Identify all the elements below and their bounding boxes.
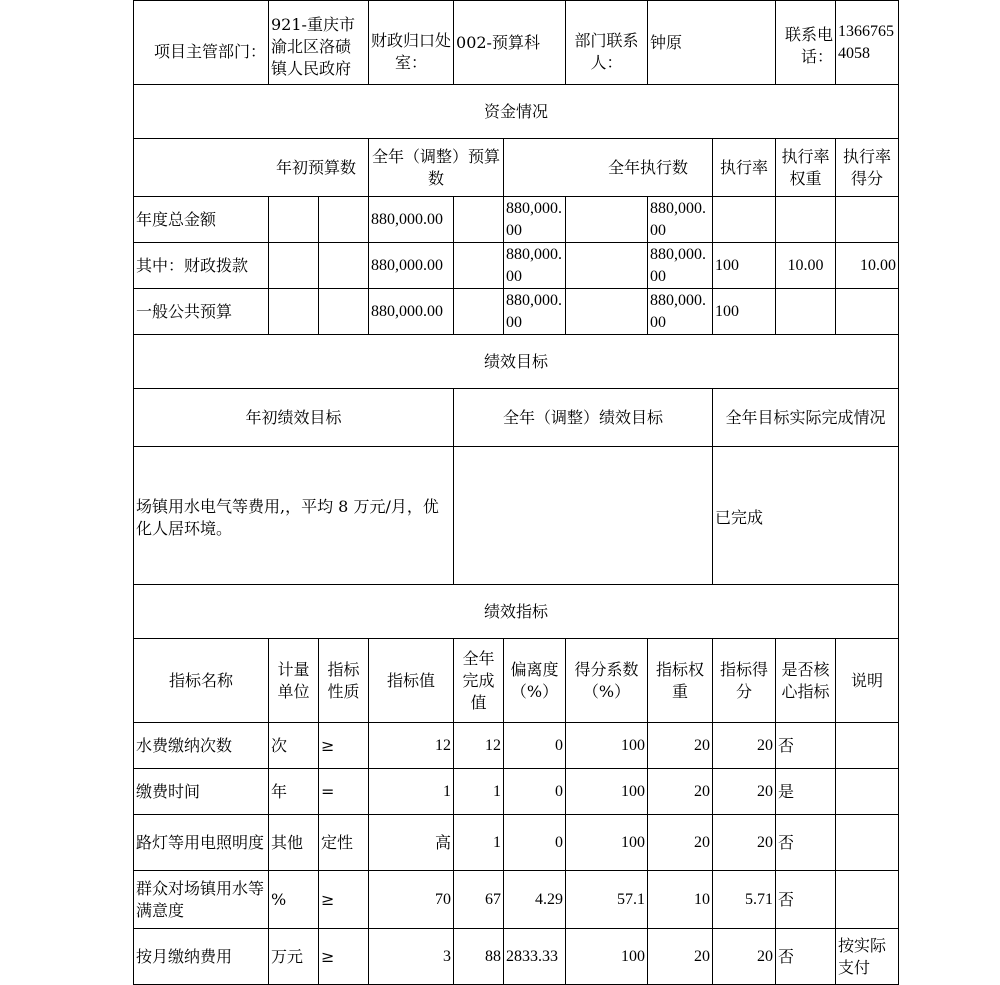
ind-name: 按月缴纳费用 — [134, 929, 269, 985]
funds-header-score: 执行率得分 — [836, 139, 899, 197]
phone-value: 13667654058 — [836, 1, 899, 85]
funds-row-name: 年度总金额 — [134, 197, 269, 243]
funds-row-score — [836, 289, 899, 335]
funds-row-executed: 880,000.00 — [648, 243, 713, 289]
ind-coef: 100 — [566, 723, 648, 769]
ind-completed: 67 — [454, 871, 504, 929]
indicators-section-row — [134, 585, 899, 639]
funds-row-adjusted: 880,000.00 — [504, 197, 566, 243]
ind-score: 20 — [713, 815, 776, 871]
ind-header-weight: 指标权重 — [648, 639, 713, 723]
ind-value: 3 — [369, 929, 454, 985]
goals-actual-text: 已完成 — [713, 447, 899, 585]
goals-content-row — [134, 447, 899, 585]
indicators-section-title: 绩效指标 — [134, 585, 899, 639]
funds-row-score — [836, 197, 899, 243]
contact-label: 部门联系人： — [566, 1, 648, 85]
ind-name: 路灯等用电照明度 — [134, 815, 269, 871]
funds-row-weight — [776, 289, 836, 335]
goals-section-title: 绩效目标 — [134, 335, 899, 389]
funds-row-initial: 880,000.00 — [369, 243, 454, 289]
ind-header-note: 说明 — [836, 639, 899, 723]
funds-header-adjusted: 全年（调整）预算数 — [369, 139, 504, 197]
ind-note — [836, 769, 899, 815]
funds-row-rate: 100 — [713, 243, 776, 289]
funds-blank-cell — [319, 243, 369, 289]
funds-row-name: 其中：财政拨款 — [134, 243, 269, 289]
funds-row-executed: 880,000.00 — [648, 197, 713, 243]
ind-core: 否 — [776, 723, 836, 769]
funds-blank-cell — [454, 243, 504, 289]
ind-name: 群众对场镇用水等满意度 — [134, 871, 269, 929]
funds-row-weight: 10.00 — [776, 243, 836, 289]
ind-score: 20 — [713, 769, 776, 815]
indicators-header-row — [134, 639, 899, 723]
ind-unit: 其他 — [269, 815, 319, 871]
funds-blank-cell — [566, 289, 648, 335]
ind-value: 12 — [369, 723, 454, 769]
funds-blank-cell — [566, 243, 648, 289]
ind-value: 高 — [369, 815, 454, 871]
funds-header-initial: 年初预算数 — [134, 139, 369, 197]
ind-name: 水费缴纳次数 — [134, 723, 269, 769]
indicator-row — [134, 723, 899, 769]
ind-core: 否 — [776, 815, 836, 871]
ind-header-score: 指标得分 — [713, 639, 776, 723]
ind-nature: ≥ — [319, 929, 369, 985]
funds-row-rate — [713, 197, 776, 243]
funds-row — [134, 197, 899, 243]
funds-blank-cell — [454, 289, 504, 335]
funds-row-initial: 880,000.00 — [369, 197, 454, 243]
office-value: 002-预算科 — [454, 1, 566, 85]
indicator-row — [134, 871, 899, 929]
funds-blank-cell — [269, 289, 319, 335]
dept-label: 项目主管部门： — [134, 1, 269, 85]
ind-weight: 20 — [648, 929, 713, 985]
funds-blank-cell — [454, 197, 504, 243]
ind-completed: 1 — [454, 815, 504, 871]
ind-coef: 100 — [566, 815, 648, 871]
funds-row-score: 10.00 — [836, 243, 899, 289]
ind-core: 是 — [776, 769, 836, 815]
ind-note — [836, 815, 899, 871]
ind-score: 5.71 — [713, 871, 776, 929]
funds-blank-cell — [566, 197, 648, 243]
funds-row-rate: 100 — [713, 289, 776, 335]
goals-initial-text: 场镇用水电气等费用,，平均 8 万元/月，优化人居环境。 — [134, 447, 454, 585]
funds-blank-cell — [319, 289, 369, 335]
funds-row-name: 一般公共预算 — [134, 289, 269, 335]
ind-completed: 88 — [454, 929, 504, 985]
funds-header-executed: 全年执行数 — [504, 139, 713, 197]
funds-row — [134, 243, 899, 289]
ind-completed: 12 — [454, 723, 504, 769]
ind-value: 70 — [369, 871, 454, 929]
dept-value: 921-重庆市渝北区洛碛镇人民政府 — [269, 1, 369, 85]
goals-section-row — [134, 335, 899, 389]
ind-coef: 100 — [566, 769, 648, 815]
indicator-row — [134, 815, 899, 871]
ind-note: 按实际支付 — [836, 929, 899, 985]
funds-row-executed: 880,000.00 — [648, 289, 713, 335]
goals-header-row — [134, 389, 899, 447]
funds-blank-cell — [269, 243, 319, 289]
goals-col-adjusted: 全年（调整）绩效目标 — [454, 389, 713, 447]
contact-value: 钟原 — [648, 1, 776, 85]
ind-header-value: 指标值 — [369, 639, 454, 723]
funds-header-weight: 执行率权重 — [776, 139, 836, 197]
funds-blank-cell — [319, 197, 369, 243]
phone-label: 联系电话： — [776, 1, 836, 85]
ind-header-deviation: 偏离度（%） — [504, 639, 566, 723]
funds-blank-cell — [269, 197, 319, 243]
ind-deviation: 2833.33 — [504, 929, 566, 985]
ind-score: 20 — [713, 723, 776, 769]
ind-unit: 万元 — [269, 929, 319, 985]
ind-nature: = — [319, 769, 369, 815]
ind-completed: 1 — [454, 769, 504, 815]
ind-value: 1 — [369, 769, 454, 815]
indicator-row — [134, 929, 899, 985]
funds-section-title: 资金情况 — [134, 85, 899, 139]
funds-row-adjusted: 880,000.00 — [504, 289, 566, 335]
ind-nature: 定性 — [319, 815, 369, 871]
funds-row-weight — [776, 197, 836, 243]
funds-row-initial: 880,000.00 — [369, 289, 454, 335]
ind-weight: 20 — [648, 723, 713, 769]
ind-core: 否 — [776, 929, 836, 985]
goals-col-initial: 年初绩效目标 — [134, 389, 454, 447]
ind-coef: 57.1 — [566, 871, 648, 929]
ind-note — [836, 723, 899, 769]
ind-name: 缴费时间 — [134, 769, 269, 815]
funds-row-adjusted: 880,000.00 — [504, 243, 566, 289]
performance-table — [133, 0, 899, 985]
funds-header-rate: 执行率 — [713, 139, 776, 197]
ind-coef: 100 — [566, 929, 648, 985]
goals-col-actual: 全年目标实际完成情况 — [713, 389, 899, 447]
ind-nature: ≥ — [319, 723, 369, 769]
header-row — [134, 1, 899, 85]
ind-header-unit: 计量单位 — [269, 639, 319, 723]
ind-weight: 20 — [648, 815, 713, 871]
ind-deviation: 0 — [504, 723, 566, 769]
ind-header-name: 指标名称 — [134, 639, 269, 723]
ind-unit: % — [269, 871, 319, 929]
ind-deviation: 0 — [504, 769, 566, 815]
funds-section-row — [134, 85, 899, 139]
ind-score: 20 — [713, 929, 776, 985]
ind-header-completed: 全年完成值 — [454, 639, 504, 723]
office-label: 财政归口处室： — [369, 1, 454, 85]
goals-adjusted-text — [454, 447, 713, 585]
ind-deviation: 0 — [504, 815, 566, 871]
ind-header-core: 是否核心指标 — [776, 639, 836, 723]
ind-note — [836, 871, 899, 929]
ind-header-nature: 指标性质 — [319, 639, 369, 723]
ind-header-coef: 得分系数（%） — [566, 639, 648, 723]
ind-core: 否 — [776, 871, 836, 929]
ind-unit: 次 — [269, 723, 319, 769]
ind-unit: 年 — [269, 769, 319, 815]
indicator-row — [134, 769, 899, 815]
funds-header-row — [134, 139, 899, 197]
ind-weight: 20 — [648, 769, 713, 815]
ind-nature: ≥ — [319, 871, 369, 929]
ind-deviation: 4.29 — [504, 871, 566, 929]
funds-row — [134, 289, 899, 335]
ind-weight: 10 — [648, 871, 713, 929]
